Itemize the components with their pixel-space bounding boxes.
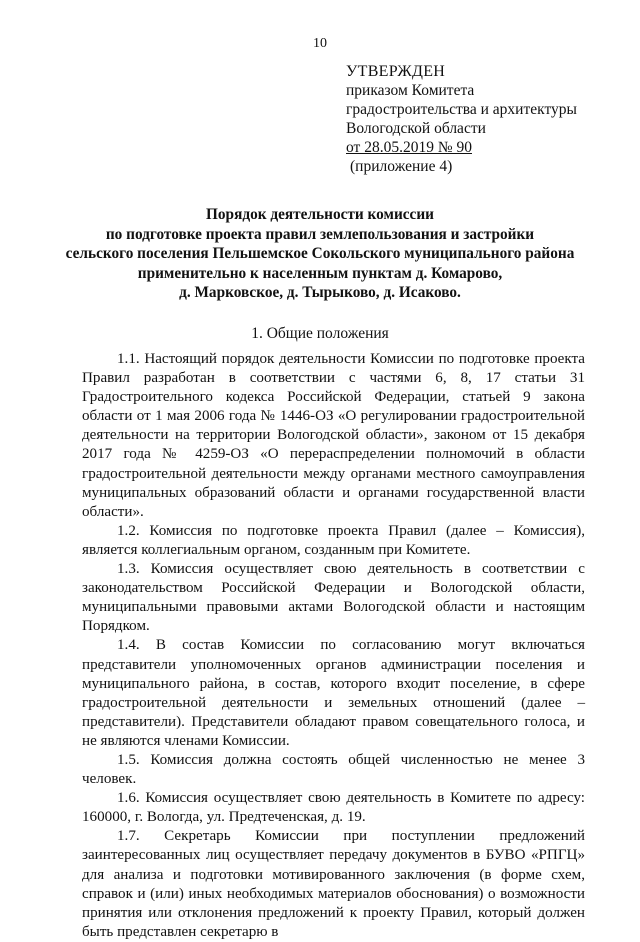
paragraph-1-1: 1.1. Настоящий порядок деятельности Комиссии по подготовке проекта Правил разработан в соответствии с частями 6, 8, 17 статьи 31 Градостроительного кодекса Российской Федерации, статьей 9 закона области от 1 мая 2006 года № 1446-ОЗ «О регулировании градостроительной деятельности на территории Вологодской области», законом от 15 декабря 2017 года № 4259-ОЗ «О перераспределении полномочий в области градостроительной деятельности между органами местного самоуправления муниципальных образований области и органами государственной власти области».	[82, 351, 585, 520]
title-line: д. Марковское, д. Тырыково, д. Исаково.	[179, 284, 461, 301]
section-heading: 1. Общие положения	[251, 325, 389, 342]
paragraph-1-6: 1.6. Комиссия осуществляет свою деятельность в Комитете по адресу: 160000, г. Вологда, ул. Предтеченская, д. 19.	[82, 790, 585, 826]
body-text	[82, 350, 585, 942]
approval-line: Вологодской области	[346, 120, 486, 137]
page-number: 10	[313, 36, 327, 51]
approval-heading: УТВЕРЖДЕН	[346, 63, 446, 80]
approval-stamp	[346, 62, 577, 176]
title-line: Порядок деятельности комиссии	[206, 206, 434, 223]
paragraph-1-7: 1.7. Секретарь Комиссии при поступлении предложений заинтересованных лиц осуществляет передачу документов в БУВО «РПГЦ» для анализа и подготовки мотивированного заключения (в форме схем, справок и (или) иных необходимых материалов обоснования) о возможности принятия или отклонения предложений к проекту Правил, который должен быть представлен секретарю в	[82, 828, 585, 940]
document-title	[50, 205, 590, 303]
approval-line: приказом Комитета	[346, 82, 475, 99]
approval-appendix: (приложение 4)	[350, 158, 453, 175]
title-line: по подготовке проекта правил землепользования и застройки	[105, 225, 535, 243]
paragraph-1-2: 1.2. Комиссия по подготовке проекта Правил (далее – Комиссия), является коллегиальным органом, созданным при Комитете.	[82, 522, 585, 558]
paragraph-1-4: 1.4. В состав Комиссии по согласованию могут включаться представители уполномоченных органов администрации поселения и муниципального района, в состав, которого входит поселение, в сфере градостроительной деятельности и земельных отношений (далее – представители). Представители обладают правом совещательного голоса, и не являются членами Комиссии.	[82, 637, 585, 749]
title-line: сельского поселения Пельшемское Сокольского муниципального района	[65, 245, 575, 262]
title-line: применительно к населенным пунктам д. Комарово,	[137, 264, 503, 282]
approval-date-number: от 28.05.2019 № 90	[346, 139, 472, 156]
paragraph-1-5: 1.5. Комиссия должна состоять общей численностью не менее 3 человек.	[82, 751, 585, 788]
approval-line: градостроительства и архитектуры	[346, 101, 577, 118]
paragraph-1-3: 1.3. Комиссия осуществляет свою деятельность в соответствии с законодательством Российской Федерации и Вологодской области, муниципальными правовыми актами Вологодской области и настоящим Порядком.	[82, 561, 585, 635]
